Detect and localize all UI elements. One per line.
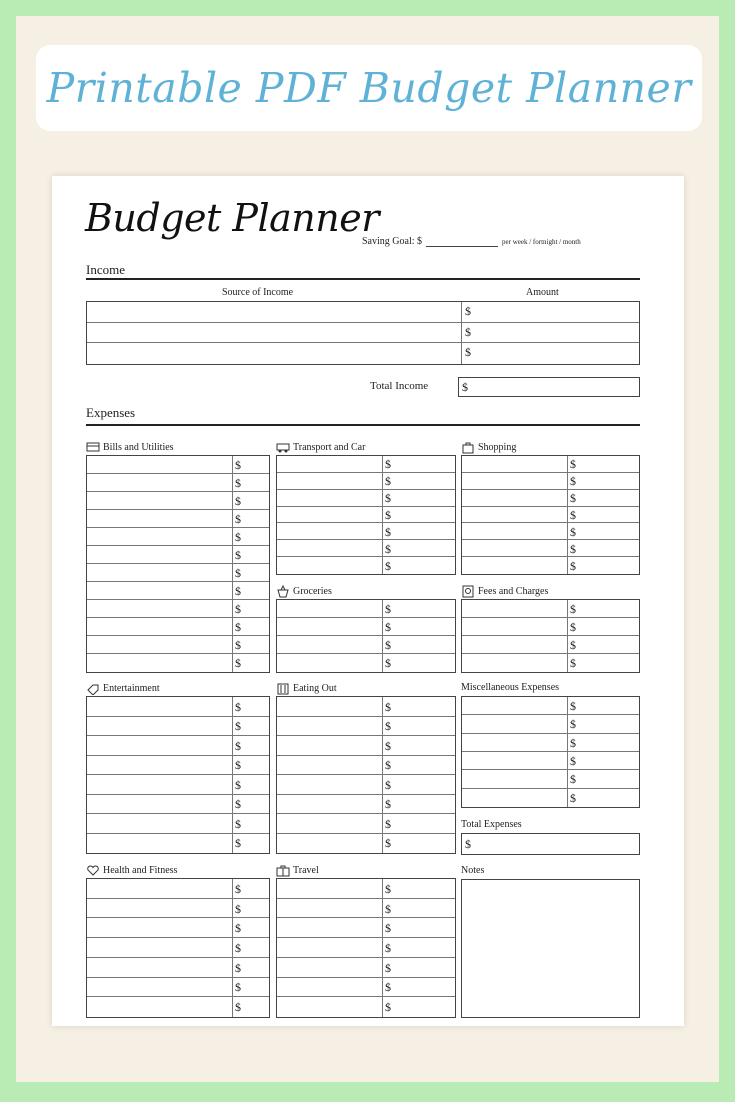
category-misc-table bbox=[461, 696, 640, 808]
expense-row-currency: $ bbox=[570, 699, 576, 714]
category-label: Shopping bbox=[478, 442, 517, 453]
expense-row-currency: $ bbox=[235, 620, 241, 634]
expense-row-currency: $ bbox=[235, 512, 241, 526]
total-expenses-label: Total Expenses bbox=[461, 819, 522, 830]
expense-row-currency: $ bbox=[385, 602, 391, 616]
expense-row[interactable] bbox=[277, 600, 455, 618]
expense-row[interactable] bbox=[462, 789, 639, 807]
expense-row[interactable] bbox=[277, 879, 455, 899]
saving-goal-period: per week / fortnight / month bbox=[502, 238, 581, 246]
category-travel-heading bbox=[276, 864, 319, 877]
expense-row[interactable] bbox=[462, 557, 639, 574]
category-health-heading bbox=[86, 864, 177, 877]
expense-row-currency: $ bbox=[385, 507, 391, 522]
expense-row-currency: $ bbox=[570, 656, 576, 670]
expense-row-currency: $ bbox=[385, 558, 391, 573]
expense-row[interactable] bbox=[462, 697, 639, 715]
category-bills-heading bbox=[86, 441, 174, 454]
income-table bbox=[86, 301, 640, 365]
expense-row[interactable] bbox=[277, 507, 455, 524]
expense-row-currency: $ bbox=[235, 816, 241, 831]
category-misc-heading bbox=[461, 682, 559, 693]
expense-row-currency: $ bbox=[385, 816, 391, 831]
category-label: Groceries bbox=[293, 586, 332, 597]
category-label: Entertainment bbox=[103, 683, 160, 694]
expense-row-currency: $ bbox=[235, 548, 241, 562]
expense-row[interactable] bbox=[87, 756, 269, 776]
expense-row[interactable] bbox=[87, 978, 269, 998]
heart-icon bbox=[86, 864, 100, 877]
category-label: Travel bbox=[293, 865, 319, 876]
car-icon bbox=[276, 441, 290, 454]
income-row-currency: $ bbox=[465, 324, 471, 339]
category-transport-heading bbox=[276, 441, 365, 454]
fork-icon bbox=[276, 682, 290, 695]
expense-row[interactable] bbox=[87, 736, 269, 756]
expense-row[interactable] bbox=[277, 834, 455, 854]
category-eating-heading bbox=[276, 682, 337, 695]
expense-row[interactable] bbox=[277, 654, 455, 672]
expense-row[interactable] bbox=[87, 958, 269, 978]
income-row[interactable] bbox=[87, 343, 639, 364]
income-rule bbox=[86, 278, 640, 280]
expense-row-currency: $ bbox=[235, 602, 241, 616]
expense-row[interactable] bbox=[277, 557, 455, 574]
expense-row[interactable] bbox=[277, 540, 455, 557]
expense-row-currency: $ bbox=[385, 777, 391, 792]
category-eating-table bbox=[276, 696, 456, 854]
expense-row-currency: $ bbox=[235, 960, 241, 975]
expense-row[interactable] bbox=[277, 795, 455, 815]
category-health-table bbox=[86, 878, 270, 1018]
category-travel-table bbox=[276, 878, 456, 1018]
expense-row-currency: $ bbox=[235, 777, 241, 792]
expense-row-currency: $ bbox=[570, 735, 576, 750]
expense-row[interactable] bbox=[87, 582, 269, 600]
expense-row-currency: $ bbox=[385, 758, 391, 773]
total-expenses-currency: $ bbox=[465, 837, 471, 851]
expense-row-currency: $ bbox=[235, 901, 241, 916]
expense-row[interactable] bbox=[277, 456, 455, 473]
expense-row[interactable] bbox=[462, 473, 639, 490]
expense-row[interactable] bbox=[87, 899, 269, 919]
expense-row[interactable] bbox=[87, 546, 269, 564]
expense-row-currency: $ bbox=[570, 772, 576, 787]
expense-row[interactable] bbox=[87, 814, 269, 834]
expense-row-currency: $ bbox=[385, 901, 391, 916]
expense-row[interactable] bbox=[462, 636, 639, 654]
expense-row-currency: $ bbox=[385, 491, 391, 506]
card-icon bbox=[86, 441, 100, 454]
category-shopping-table bbox=[461, 455, 640, 575]
expense-row-currency: $ bbox=[235, 530, 241, 544]
total-income-currency: $ bbox=[462, 380, 468, 394]
expense-row[interactable] bbox=[277, 938, 455, 958]
expense-row[interactable] bbox=[87, 834, 269, 854]
expense-row-currency: $ bbox=[385, 457, 391, 472]
total-expenses-field[interactable] bbox=[461, 833, 640, 855]
category-groceries-table bbox=[276, 599, 456, 673]
expense-row[interactable] bbox=[462, 752, 639, 770]
expense-row[interactable] bbox=[87, 938, 269, 958]
income-row-currency: $ bbox=[465, 345, 471, 360]
expense-row-currency: $ bbox=[385, 738, 391, 753]
expenses-rule bbox=[86, 424, 640, 426]
expense-row[interactable] bbox=[277, 736, 455, 756]
expense-row[interactable] bbox=[87, 879, 269, 899]
expense-row[interactable] bbox=[277, 978, 455, 998]
expense-row-currency: $ bbox=[385, 921, 391, 936]
expense-row[interactable] bbox=[87, 510, 269, 528]
planner-sheet bbox=[52, 176, 684, 1026]
saving-goal-label: Saving Goal: $ bbox=[362, 236, 422, 247]
expense-row[interactable] bbox=[87, 456, 269, 474]
expense-row-currency: $ bbox=[385, 980, 391, 995]
expense-row-currency: $ bbox=[385, 797, 391, 812]
expense-row[interactable] bbox=[277, 618, 455, 636]
category-groceries-heading bbox=[276, 585, 332, 598]
income-row[interactable] bbox=[87, 302, 639, 323]
category-entertainment-table bbox=[86, 696, 270, 854]
expense-row-currency: $ bbox=[570, 754, 576, 769]
expense-row-currency: $ bbox=[235, 494, 241, 508]
expense-row-currency: $ bbox=[235, 719, 241, 734]
expenses-heading: Expenses bbox=[86, 405, 136, 420]
expense-row[interactable] bbox=[462, 770, 639, 788]
expense-row-currency: $ bbox=[570, 474, 576, 489]
category-transport-table bbox=[276, 455, 456, 575]
expense-row[interactable] bbox=[87, 717, 269, 737]
expense-row[interactable] bbox=[462, 490, 639, 507]
expense-row[interactable] bbox=[87, 918, 269, 938]
category-bills-table bbox=[86, 455, 270, 673]
income-heading: Income bbox=[86, 262, 125, 277]
expense-row[interactable] bbox=[277, 717, 455, 737]
expense-row[interactable] bbox=[87, 775, 269, 795]
expense-row-currency: $ bbox=[235, 940, 241, 955]
expense-row[interactable] bbox=[277, 473, 455, 490]
expense-row-currency: $ bbox=[570, 638, 576, 652]
expense-row-currency: $ bbox=[570, 790, 576, 805]
expense-row[interactable] bbox=[277, 958, 455, 978]
total-income-label: Total Income bbox=[370, 380, 429, 392]
ticket-icon bbox=[86, 682, 100, 695]
expense-row[interactable] bbox=[277, 918, 455, 938]
expense-row[interactable] bbox=[87, 474, 269, 492]
expense-row[interactable] bbox=[277, 523, 455, 540]
expense-row-currency: $ bbox=[570, 620, 576, 634]
expense-row-currency: $ bbox=[385, 656, 391, 670]
income-col-amount: Amount bbox=[526, 287, 559, 298]
expense-row-currency: $ bbox=[385, 1000, 391, 1015]
expense-row[interactable] bbox=[87, 528, 269, 546]
category-fees-heading bbox=[461, 585, 548, 598]
expense-row[interactable] bbox=[277, 997, 455, 1017]
expense-row-currency: $ bbox=[235, 758, 241, 773]
category-entertainment-heading bbox=[86, 682, 160, 695]
expense-row[interactable] bbox=[277, 814, 455, 834]
category-fees-table bbox=[461, 599, 640, 673]
expense-row-currency: $ bbox=[235, 921, 241, 936]
total-income-field[interactable] bbox=[458, 377, 640, 397]
expense-row-currency: $ bbox=[570, 717, 576, 732]
bag-icon bbox=[461, 441, 475, 454]
expense-row[interactable] bbox=[462, 715, 639, 733]
notes-box[interactable] bbox=[461, 879, 640, 1018]
banner-title: Printable PDF Budget Planner bbox=[46, 64, 692, 112]
expense-row-currency: $ bbox=[385, 836, 391, 851]
expense-row-currency: $ bbox=[235, 881, 241, 896]
expense-row-currency: $ bbox=[385, 638, 391, 652]
expense-row[interactable] bbox=[87, 795, 269, 815]
expense-row[interactable] bbox=[277, 636, 455, 654]
expense-row-currency: $ bbox=[385, 960, 391, 975]
expense-row[interactable] bbox=[462, 734, 639, 752]
category-label: Fees and Charges bbox=[478, 586, 549, 597]
category-label: Health and Fitness bbox=[103, 865, 178, 876]
expense-row-currency: $ bbox=[235, 584, 241, 598]
expense-row[interactable] bbox=[277, 899, 455, 919]
expense-row[interactable] bbox=[277, 756, 455, 776]
notes-label: Notes bbox=[461, 865, 485, 876]
expense-row[interactable] bbox=[462, 600, 639, 618]
expense-row-currency: $ bbox=[385, 524, 391, 539]
income-row[interactable] bbox=[87, 323, 639, 344]
expense-row-currency: $ bbox=[385, 881, 391, 896]
basket-icon bbox=[276, 585, 290, 598]
expense-row-currency: $ bbox=[235, 738, 241, 753]
banner bbox=[36, 45, 702, 131]
expense-row-currency: $ bbox=[385, 719, 391, 734]
expense-row[interactable] bbox=[87, 492, 269, 510]
expense-row-currency: $ bbox=[570, 491, 576, 506]
expense-row-currency: $ bbox=[235, 638, 241, 652]
expense-row[interactable] bbox=[462, 456, 639, 473]
expense-row-currency: $ bbox=[385, 541, 391, 556]
expense-row[interactable] bbox=[87, 600, 269, 618]
expense-row-currency: $ bbox=[385, 699, 391, 714]
expense-row-currency: $ bbox=[570, 524, 576, 539]
income-col-source: Source of Income bbox=[222, 287, 294, 298]
receipt-icon bbox=[461, 585, 475, 598]
expense-row[interactable] bbox=[462, 507, 639, 524]
category-label: Eating Out bbox=[293, 683, 337, 694]
expense-row[interactable] bbox=[87, 618, 269, 636]
expense-row-currency: $ bbox=[570, 558, 576, 573]
saving-goal-blank[interactable] bbox=[426, 246, 498, 247]
saving-goal bbox=[362, 236, 581, 247]
expense-row-currency: $ bbox=[235, 476, 241, 490]
category-label: Miscellaneous Expenses bbox=[461, 682, 560, 693]
expense-row[interactable] bbox=[462, 523, 639, 540]
expense-row-currency: $ bbox=[570, 541, 576, 556]
expense-row-currency: $ bbox=[235, 980, 241, 995]
income-row-currency: $ bbox=[465, 304, 471, 318]
expense-row-currency: $ bbox=[570, 602, 576, 616]
expense-row-currency: $ bbox=[385, 474, 391, 489]
expense-row-currency: $ bbox=[235, 566, 241, 580]
expense-row-currency: $ bbox=[570, 507, 576, 522]
expense-row[interactable] bbox=[277, 490, 455, 507]
category-shopping-heading bbox=[461, 441, 516, 454]
expense-row-currency: $ bbox=[235, 656, 241, 670]
category-label: Transport and Car bbox=[293, 442, 366, 453]
expense-row[interactable] bbox=[277, 775, 455, 795]
category-label: Bills and Utilities bbox=[103, 442, 174, 453]
expense-row-currency: $ bbox=[235, 797, 241, 812]
expense-row[interactable] bbox=[87, 654, 269, 672]
expense-row-currency: $ bbox=[385, 940, 391, 955]
expense-row-currency: $ bbox=[570, 457, 576, 472]
expense-row-currency: $ bbox=[235, 1000, 241, 1015]
expense-row-currency: $ bbox=[385, 620, 391, 634]
expense-row[interactable] bbox=[462, 618, 639, 636]
expense-row[interactable] bbox=[87, 636, 269, 654]
expense-row-currency: $ bbox=[235, 458, 241, 472]
expense-row[interactable] bbox=[87, 697, 269, 717]
suitcase-icon bbox=[276, 864, 290, 877]
expense-row[interactable] bbox=[87, 997, 269, 1017]
expense-row-currency: $ bbox=[235, 699, 241, 714]
expense-row[interactable] bbox=[87, 564, 269, 582]
expense-row[interactable] bbox=[462, 540, 639, 557]
expense-row[interactable] bbox=[462, 654, 639, 672]
expense-row-currency: $ bbox=[235, 836, 241, 851]
planner-title: Budget Planner bbox=[85, 196, 379, 240]
expense-row[interactable] bbox=[277, 697, 455, 717]
